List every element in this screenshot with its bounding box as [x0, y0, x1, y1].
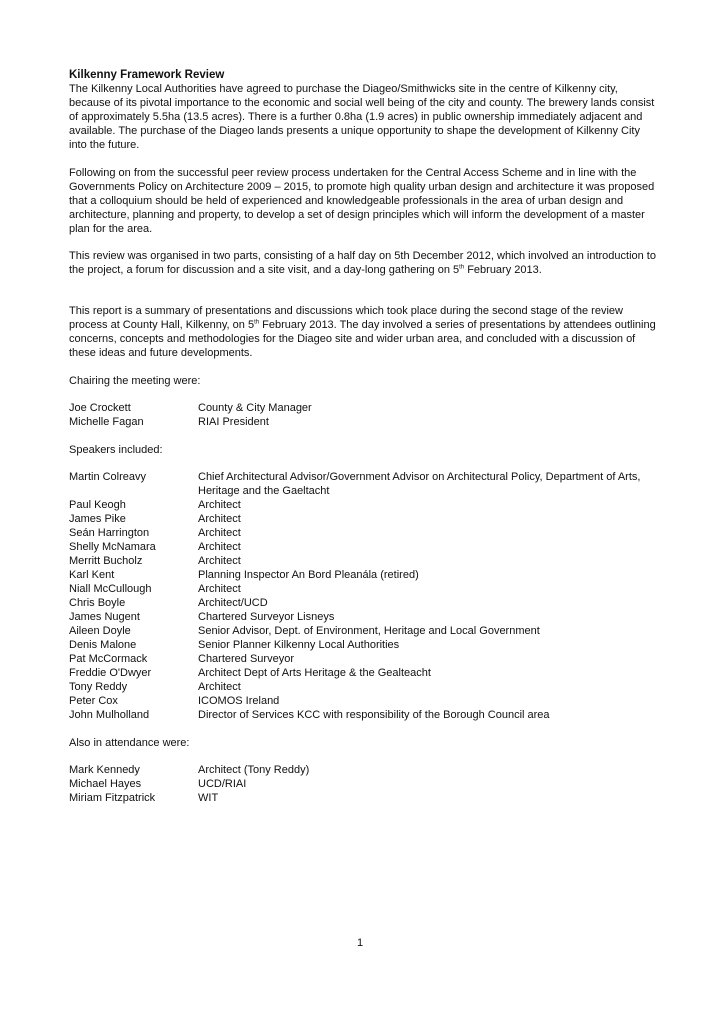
person-name: Niall McCullough [69, 583, 152, 595]
person-row [69, 708, 659, 722]
person-role: Senior Planner Kilkenny Local Authorities [198, 639, 400, 651]
person-name: Seán Harrington [69, 527, 150, 539]
person-name: John Mulholland [69, 709, 150, 721]
person-role: County & City Manager [198, 402, 312, 414]
person-row [69, 680, 659, 694]
person-role: Chartered Surveyor [198, 653, 294, 665]
person-row [69, 498, 659, 512]
person-role: Senior Advisor, Dept. of Environment, Heritage and Local Government [198, 625, 540, 637]
person-name: Aileen Doyle [69, 625, 131, 637]
person-row [69, 777, 659, 791]
person-row [69, 624, 659, 638]
person-role: WIT [198, 792, 219, 804]
chairing-heading: Chairing the meeting were: [69, 374, 201, 387]
person-role: UCD/RIAI [198, 778, 247, 790]
person-row [69, 526, 659, 540]
person-role: ICOMOS Ireland [198, 695, 280, 707]
person-role: Architect [198, 555, 241, 567]
person-row [69, 652, 659, 666]
person-name: James Pike [69, 513, 126, 525]
person-row [69, 666, 659, 680]
person-role: Architect [198, 527, 241, 539]
person-row [69, 540, 659, 554]
person-name: Pat McCormack [69, 653, 148, 665]
person-role: Director of Services KCC with responsibility of the Borough Council area [198, 709, 550, 721]
document-page [69, 68, 659, 805]
person-name: Paul Keogh [69, 499, 126, 511]
person-row [69, 791, 659, 805]
attendees-list [69, 763, 659, 805]
person-role: Architect [198, 681, 241, 693]
speakers-heading: Speakers included: [69, 443, 163, 456]
person-role: Chief Architectural Advisor/Government Advisor on Architectural Policy, Department of Arts, Heritage and the Gaeltacht [198, 471, 641, 497]
person-name: Joe Crockett [69, 402, 131, 414]
background-paragraph: Following on from the successful peer review process undertaken for the Central Access Scheme and in line with the Governments Policy on Architecture 2009 – 2015, to promote high quality urban design and architecture it was proposed that a colloquium should be held of experienced and knowledgeable professionals in the area of urban design and architecture, planning and property, to develop a set of design principles which will inform the development of a master plan for the area. [69, 166, 655, 235]
person-name: Peter Cox [69, 695, 118, 707]
intro-paragraph: The Kilkenny Local Authorities have agreed to purchase the Diageo/Smithwicks site in the centre of Kilkenny city, because of its pivotal importance to the economic and social well being of the city and county. The brewery lands consist of approximately 5.5ha (13.5 acres). There is a further 0.8ha (1.9 acres) in public ownership immediately adjacent and available. The purchase of the Diageo lands presents a unique opportunity to shape the development of Kilkenny City into the future. [69, 83, 655, 151]
summary-paragraph: This report is a summary of presentations and discussions which took place during the second stage of the review process at County Hall, Kilkenny, on 5th February 2013. The day involved a series of presentations by attendees outlining concerns, concepts and methodologies for the Diageo site and wider urban area, and concluded with a discussion of these ideas and future developments. [69, 305, 656, 359]
person-name: Tony Reddy [69, 681, 128, 693]
person-name: Mark Kennedy [69, 764, 140, 776]
person-row [69, 401, 659, 415]
person-row [69, 763, 659, 777]
person-name: James Nugent [69, 611, 140, 623]
person-role: Architect [198, 583, 241, 595]
person-name: Denis Malone [69, 639, 137, 651]
person-name: Karl Kent [69, 569, 115, 581]
person-row [69, 512, 659, 526]
person-name: Shelly McNamara [69, 541, 156, 553]
person-row [69, 638, 659, 652]
person-role: Architect [198, 499, 241, 511]
person-row [69, 596, 659, 610]
person-role: Planning Inspector An Bord Pleanála (retired) [198, 569, 419, 581]
person-name: Merritt Bucholz [69, 555, 143, 567]
person-name: Miriam Fitzpatrick [69, 792, 156, 804]
person-row [69, 554, 659, 568]
person-row [69, 610, 659, 624]
speakers-list [69, 470, 659, 722]
person-role: Architect (Tony Reddy) [198, 764, 310, 776]
review-paragraph: This review was organised in two parts, consisting of a half day on 5th December 2012, which involved an introduction to the project, a forum for discussion and a site visit, and a day-long gathering on 5th February 2013. [69, 250, 656, 276]
page-number: 1 [356, 937, 364, 949]
person-role: Architect [198, 541, 241, 553]
person-row [69, 568, 659, 582]
person-name: Freddie O'Dwyer [69, 667, 152, 679]
person-name: Martin Colreavy [69, 471, 147, 483]
person-role: Architect/UCD [198, 597, 268, 609]
person-row [69, 415, 659, 429]
person-role: Architect [198, 513, 241, 525]
person-role: RIAI President [198, 416, 269, 428]
person-name: Michael Hayes [69, 778, 142, 790]
person-row [69, 694, 659, 708]
person-role: Architect Dept of Arts Heritage & the Gealteacht [198, 667, 431, 679]
chairs-list [69, 401, 659, 429]
person-name: Chris Boyle [69, 597, 126, 609]
person-role: Chartered Surveyor Lisneys [198, 611, 335, 623]
attendance-heading: Also in attendance were: [69, 736, 190, 749]
person-name: Michelle Fagan [69, 416, 144, 428]
document-title: Kilkenny Framework Review [69, 69, 225, 81]
person-row [69, 470, 659, 498]
person-row [69, 582, 659, 596]
